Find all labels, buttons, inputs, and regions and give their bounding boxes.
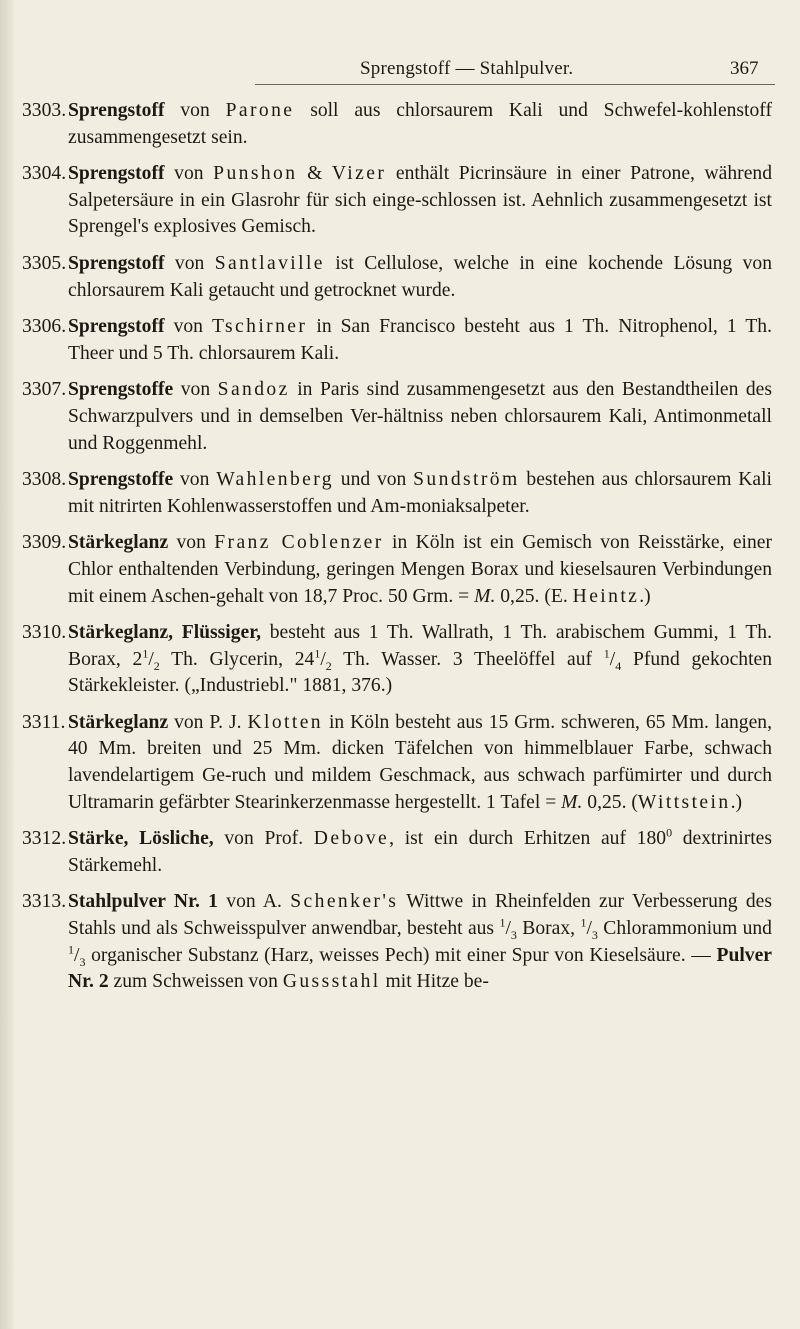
entry-text: & <box>297 163 332 185</box>
page-edge <box>0 0 14 1329</box>
entry-text: soll aus chlorsaurem Kali und Schwefel-kohlenstoff zusammengesetzt sein. <box>68 100 772 148</box>
entry-text: Pfund gekochten Stärkekleister. („Industriebl." 1881, 376.) <box>68 648 773 697</box>
entry-number: 3313. <box>22 891 67 913</box>
entry-text: von A. <box>217 891 291 913</box>
spaced-name: Heintz <box>572 585 640 607</box>
entry-text: .) <box>639 585 651 607</box>
spaced-name: Wahlenberg <box>216 469 335 491</box>
entry-text: mit Hitze be- <box>380 971 489 993</box>
spaced-name: Parone <box>225 100 295 121</box>
entry-heading: Sprengstoffe <box>68 379 174 401</box>
entry-number: 3308. <box>22 469 67 491</box>
entry-text: Chlorammonium und <box>597 918 772 940</box>
entry-text: in Köln ist ein Gemisch von Reisstärke, einer Chlor enthaltenden Verbindung, geringen Mengen Borax und kieselsauren Verbindungen mit einem Aschen-gehalt von 18,7 Proc. 50 Grm. = <box>68 532 773 607</box>
entry-text: bestehen aus chlorsaurem Kali mit nitrirten Kohlenwasserstoffen und Am-moniaksalpeter. <box>68 469 772 517</box>
fraction-part: 1 <box>580 915 587 930</box>
entry <box>22 620 773 700</box>
entry-text: / <box>505 918 511 940</box>
fraction-part: 1 <box>499 915 506 930</box>
spaced-name: Sundström <box>413 469 520 491</box>
fraction-part: 2 <box>153 658 160 673</box>
spaced-name: Franz Coblenzer <box>214 532 384 554</box>
entry <box>22 467 772 520</box>
entry <box>22 377 772 457</box>
entry <box>22 251 773 304</box>
fraction-part: 1 <box>314 646 321 661</box>
entry-number: 3309. <box>22 532 67 554</box>
entry-text: 0,25. ( <box>582 791 638 813</box>
currency-abbrev: M. <box>561 791 583 813</box>
entry <box>22 314 772 367</box>
entry-number: 3305. <box>22 252 67 274</box>
entry-heading: Sprengstoff <box>68 100 165 121</box>
entry <box>22 825 772 879</box>
entry <box>22 161 772 241</box>
entry-text: / <box>148 648 154 670</box>
entry-text: von P. J. <box>168 711 248 733</box>
spaced-name: Santlaville <box>214 252 325 274</box>
entry-text: , ist ein durch Erhitzen auf 180 <box>389 828 667 850</box>
entry-number: 3304. <box>22 163 67 185</box>
spaced-name: Vizer <box>331 163 387 185</box>
header-rule <box>255 84 775 85</box>
running-title: Sprengstoff — Stahlpulver. <box>360 58 574 79</box>
entry-heading: Pulver Nr. 2 <box>68 944 772 993</box>
fraction-part: 0 <box>666 825 673 840</box>
fraction-part: 3 <box>510 927 517 942</box>
entry-number: 3307. <box>22 379 67 401</box>
fraction-part: 2 <box>325 658 332 673</box>
spaced-name: Tschirner <box>212 316 308 338</box>
entry-text: / <box>586 918 592 940</box>
entries-list <box>22 98 773 1006</box>
entry-text: Wittwe in Rheinfelden zur Verbesserung des Stahls und als Schweisspulver anwendbar, besteht aus <box>68 891 772 940</box>
entry-text: Borax, <box>516 918 581 940</box>
spaced-name: Punshon <box>213 163 298 185</box>
entry <box>22 889 772 995</box>
spaced-name: Schenker's <box>290 891 399 913</box>
page-number: 367 <box>730 58 759 79</box>
entry-text: von <box>164 252 215 274</box>
entry-text: / <box>74 944 80 966</box>
entry-heading: Stahlpulver Nr. 1 <box>68 891 218 913</box>
entry-heading: Stärkeglanz <box>68 532 169 554</box>
entry-heading: Stärke, Lösliche, <box>68 828 214 850</box>
entry-text: Th. Glycerin, 24 <box>159 648 315 670</box>
fraction-part: 1 <box>68 942 74 957</box>
entry-text: von <box>164 316 213 338</box>
entry-text: Th. Wasser. 3 Theelöffel auf <box>331 648 604 670</box>
fraction-part: 3 <box>591 927 598 942</box>
entry-number: 3306. <box>22 316 67 338</box>
entry-text: von <box>173 379 218 401</box>
fraction-part: 1 <box>603 646 610 661</box>
entry-heading: Stärkeglanz <box>68 711 169 733</box>
entry-text: und von <box>334 469 414 491</box>
entry-text: besteht aus 1 Th. Wallrath, 1 Th. arabischem Gummi, 1 Th. Borax, 2 <box>68 622 773 670</box>
entry-text: ist Cellulose, welche in eine kochende Lösung von chlorsaurem Kali getaucht und getrocknet wurde. <box>68 252 773 301</box>
spaced-name: Sandoz <box>217 379 290 401</box>
entry-text: 0,25. (E. <box>495 585 573 607</box>
entry-text: von <box>173 469 217 491</box>
entry-text: in San Francisco besteht aus 1 Th. Nitrophenol, 1 Th. Theer und 5 Th. chlorsaurem Kali. <box>68 316 772 364</box>
entry-text: von <box>164 163 214 185</box>
entry-text: von <box>168 532 215 554</box>
entry-heading: Sprengstoff <box>68 163 165 185</box>
entry-text: / <box>320 648 326 670</box>
fraction-part: 3 <box>79 954 86 969</box>
fraction-part: 1 <box>142 646 149 661</box>
spaced-name: Gussstahl <box>282 971 381 993</box>
entry-heading: Sprengstoff <box>68 316 165 338</box>
entry-text: in Paris sind zusammengesetzt aus den Bestandtheilen des Schwarzpulvers und in demselben Ver-hältniss neben chlorsaurem Kali, Antimonmetall und Roggenmehl. <box>68 379 772 454</box>
entry-text: / <box>609 648 616 670</box>
entry-text: .) <box>730 791 742 813</box>
entry <box>22 530 773 610</box>
spaced-name: Klotten <box>247 711 324 733</box>
entry-text: von Prof. <box>213 828 314 850</box>
entry-text: enthält Picrinsäure in einer Patrone, während Salpetersäure in ein Glasrohr für sich einge-schlossen ist. Aehnlich zusammengesetzt ist Sprengel's explosives Gemisch. <box>68 163 772 238</box>
entry-text: dextrinirtes Stärkemehl. <box>68 828 772 876</box>
entry-text: zum Schweissen von <box>108 971 283 993</box>
entry <box>22 710 772 816</box>
entry-text: von <box>164 100 226 121</box>
entry-text: in Köln besteht aus 15 Grm. schweren, 65 Mm. langen, 40 Mm. breiten und 25 Mm. dicken Täfelchen von himmelblauer Farbe, schwach lavendelartigem Ge-ruch und mildem Geschmack, aus schwach parfümirter und durch Ultramarin gefärbter Stearinkerzenmasse hergestellt. 1 Tafel = <box>68 711 772 813</box>
fraction-part: 4 <box>615 658 622 673</box>
running-header <box>0 56 800 86</box>
entry-number: 3311. <box>22 711 66 733</box>
entry-number: 3303. <box>22 100 67 121</box>
entry <box>22 98 772 151</box>
spaced-name: Debove <box>313 828 390 850</box>
entry-number: 3310. <box>22 622 67 644</box>
entry-heading: Stärkeglanz, Flüssiger, <box>68 622 262 644</box>
entry-heading: Sprengstoffe <box>68 469 174 491</box>
spaced-name: Wittstein <box>637 791 731 813</box>
entry-text: organischer Substanz (Harz, weisses Pech) mit einer Spur von Kieselsäure. — <box>85 944 717 966</box>
entry-number: 3312. <box>22 828 67 850</box>
currency-abbrev: M. <box>474 585 496 607</box>
entry-heading: Sprengstoff <box>68 252 165 274</box>
